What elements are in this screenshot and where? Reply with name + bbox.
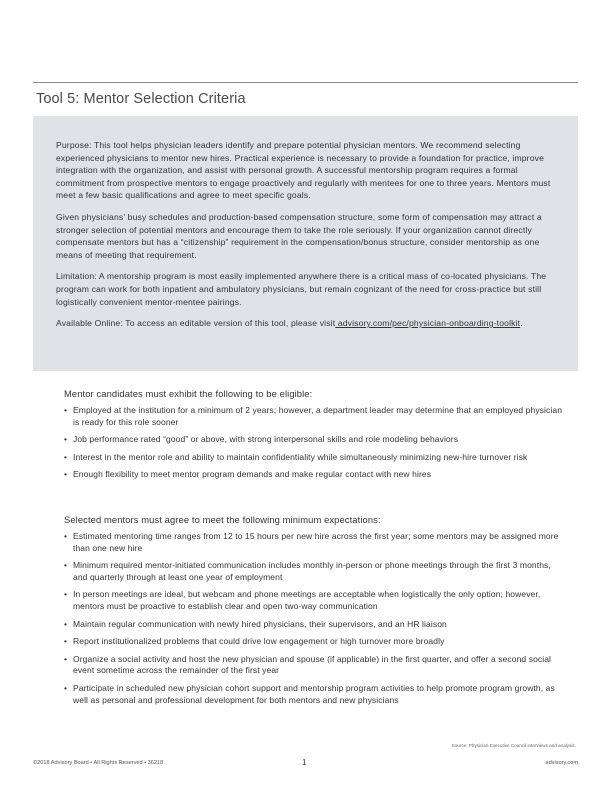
header-rule (33, 82, 578, 83)
page-number: 1 (302, 758, 307, 767)
compensation-paragraph: Given physicians’ busy schedules and production-based compensation structure, some form of compensation may attract a stronger selection of potential mentors and encourage them to take the role seriously. If your organization cannot directly compensate mentors but has a “citizenship” requirement in the compensation/bonus structure, consider mentorship as one means of meeting that requirement. (56, 211, 542, 260)
expectations-heading: Selected mentors must agree to meet the following minimum expectations: (64, 514, 381, 525)
list-item: • Interest in the mentor role and ability to maintain confidentiality while simultaneously minimizing new-hire turnover risk (64, 452, 564, 464)
list-item: • Minimum required mentor-initiated communication includes monthly in-person or phone meetings through the first 3 months, and quarterly through at least one year of employment (64, 560, 564, 583)
list-item: • Enough flexibility to meet mentor program demands and make regular contact with new hires (64, 469, 564, 481)
page-title: Tool 5: Mentor Selection Criteria (36, 91, 246, 107)
list-item: • Participate in scheduled new physician cohort support and mentorship program activities to help promote program growth, as well as personal and professional development for both mentors and new physicians (64, 683, 564, 706)
expectations-list (64, 531, 564, 706)
list-item: • In person meetings are ideal, but webcam and phone meetings are acceptable when logistically the only option; however, mentors must be proactive to establish clear and open two-way communication (64, 589, 564, 612)
limitation-paragraph: Limitation: A mentorship program is most easily implemented anywhere there is a critical mass of co-located physicians. The program can work for both inpatient and ambulatory physicians, but remain cognizant of the need for cross-practice but still logistically convenient mentor-mentee pairings. (56, 271, 547, 307)
source-note: Source: Physician Executive Council interviews and analysis. (451, 743, 576, 748)
available-online-text: Available Online: To access an editable version of this tool, please visit (56, 318, 336, 329)
copyright: ©2018 Advisory Board • All Rights Reserved • 36218 (33, 760, 164, 766)
purpose-box (33, 116, 578, 371)
eligibility-list (64, 405, 564, 481)
eligibility-section (64, 388, 564, 487)
toolkit-link[interactable]: advisory.com/pec/physician-onboarding-toolkit (335, 318, 521, 329)
expectations-section (64, 514, 564, 712)
available-online-suffix: . (520, 318, 523, 329)
list-item: • Maintain regular communication with newly hired physicians, their supervisors, and an HR liaison (64, 619, 564, 631)
website: advisory.com (545, 760, 578, 766)
list-item: • Estimated mentoring time ranges from 12 to 15 hours per new hire across the first year; some mentors may be assigned more than one new hire (64, 531, 564, 554)
list-item: • Organize a social activity and host the new physician and spouse (if applicable) in the first quarter, and offer a second social event sometime across the remainder of the first year (64, 654, 564, 677)
list-item: • Report institutionalized problems that could drive low engagement or high turnover more broadly (64, 636, 564, 648)
list-item: • Employed at the institution for a minimum of 2 years; however, a department leader may determine that an employed physician is ready for this role sooner (64, 405, 564, 428)
available-online-paragraph (56, 317, 554, 330)
eligibility-heading: Mentor candidates must exhibit the following to be eligible: (64, 388, 313, 399)
list-item: • Job performance rated “good” or above, with strong interpersonal skills and role modeling behaviors (64, 434, 564, 446)
purpose-paragraph: Purpose: This tool helps physician leaders identify and prepare potential physician mentors. We recommend selecting experienced physicians to mentor new hires. Practical experience is necessary to provide a foundation for practice, improve integration with the organization, and assist with personal growth. A successful mentorship program requires a formal commitment from prospective mentors to engage proactively and regularly with mentees for one to three years. Mentors must meet a few basic qualifications and agree to meet specific goals. (56, 140, 551, 201)
